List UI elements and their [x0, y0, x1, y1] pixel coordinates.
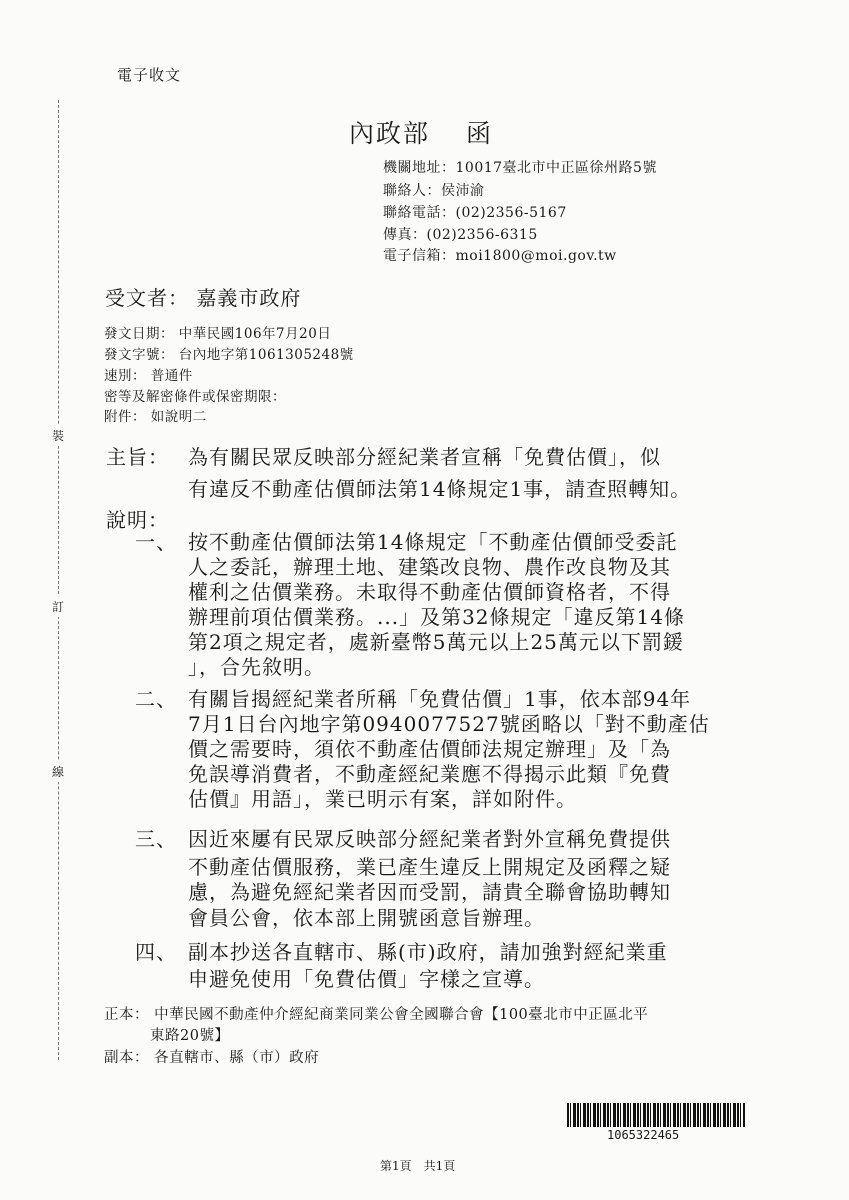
item-line: 會員公會，依本部上開號函意旨辦理。 — [188, 906, 545, 930]
explanation-label: 說明： — [106, 508, 169, 532]
item-number: 三、 — [135, 827, 177, 851]
barcode — [567, 1103, 745, 1127]
receipt-stamp: 電子收文 — [117, 66, 182, 84]
subject-line: 為有關民眾反映部分經紀業者宣稱「免費估價」，似 — [188, 445, 661, 469]
item-line: 申避免使用「免費估價」字樣之宣導。 — [188, 967, 545, 991]
attachments: 附件： 如說明二 — [104, 409, 207, 425]
item-line: 人之委託，辦理土地、建築改良物、農作改良物及其 — [188, 555, 671, 579]
subject-line: 有違反不動產估價師法第14條規定1事，請查照轉知。 — [188, 477, 692, 501]
contact-address: 機關地址：10017臺北市中正區徐州路5號 — [383, 160, 657, 176]
item-line: 副本抄送各直轄市、縣(市)政府，請加強對經紀業重 — [188, 940, 668, 964]
item-line: 免誤導消費者，不動產經紀業應不得揭示此類『免費 — [188, 762, 671, 786]
barcode-number: 1065322465 — [607, 1128, 680, 1142]
contact-phone: 聯絡電話：(02)2356-5167 — [383, 205, 567, 221]
classification: 密等及解密條件或保密期限： — [104, 389, 286, 405]
item-number: 一、 — [135, 530, 177, 554]
item-line: 第2項之規定者，處新臺幣5萬元以上25萬元以下罰鍰 — [188, 630, 684, 654]
item-line: 7月1日台內地字第0940077527號函略以「對不動產估 — [188, 712, 710, 736]
contact-fax: 傳真：(02)2356-6315 — [383, 227, 538, 243]
document-type: 函 — [466, 119, 494, 148]
contact-email: 電子信箱：moi1800@moi.gov.tw — [383, 248, 617, 264]
item-line: 辦理前項估價業務。...」及第32條規定「違反第14條 — [188, 605, 685, 629]
item-line: 因近來屢有民眾反映部分經紀業者對外宣稱免費提供 — [188, 827, 671, 851]
issuing-agency: 內政部 — [349, 119, 431, 148]
subject-label: 主旨： — [106, 445, 169, 469]
item-line: 估價』用語」，業已明示有案，詳如附件。 — [188, 787, 577, 811]
item-line: 不動產估價服務，業已產生違反上開規定及函釋之疑 — [188, 855, 671, 879]
delivery-speed: 速別： 普通件 — [104, 368, 193, 384]
binding-margin-line — [58, 100, 59, 1060]
margin-mark-line: 線 — [51, 761, 65, 782]
recipient: 受文者： 嘉義市政府 — [105, 286, 302, 310]
item-line: 慮，為避免經紀業者因而受罰，請貴全聯會協助轉知 — [188, 880, 671, 904]
original-recipient-cont: 東路20號】 — [150, 1028, 230, 1044]
duplicate-recipient: 副本： 各直轄市、縣（市）政府 — [104, 1050, 320, 1066]
margin-mark-staple: 訂 — [51, 596, 65, 617]
item-line: 有關旨揭經紀業者所稱「免費估價」1事，依本部94年 — [188, 687, 692, 711]
item-number: 二、 — [135, 687, 177, 711]
item-line: 權利之估價業務。未取得不動產估價師資格者，不得 — [188, 580, 671, 604]
issue-date: 發文日期： 中華民國106年7月20日 — [104, 326, 332, 342]
original-recipient: 正本： 中華民國不動產仲介經紀商業同業公會全國聯合會【100臺北市中正區北平 — [104, 1007, 649, 1023]
page-number: 第1頁 共1頁 — [380, 1159, 456, 1173]
item-line: 價之需要時，須依不動產估價師法規定辦理」及「為 — [188, 737, 671, 761]
item-line: 」，合先敘明。 — [188, 655, 325, 679]
document-number: 發文字號： 台內地字第1061305248號 — [104, 347, 354, 363]
item-number: 四、 — [135, 940, 177, 964]
contact-person: 聯絡人：侯沛渝 — [383, 183, 485, 199]
margin-mark-bind: 裝 — [51, 425, 65, 446]
document-title — [349, 114, 493, 150]
item-line: 按不動產估價師法第14條規定「不動產估價師受委託 — [188, 530, 678, 554]
